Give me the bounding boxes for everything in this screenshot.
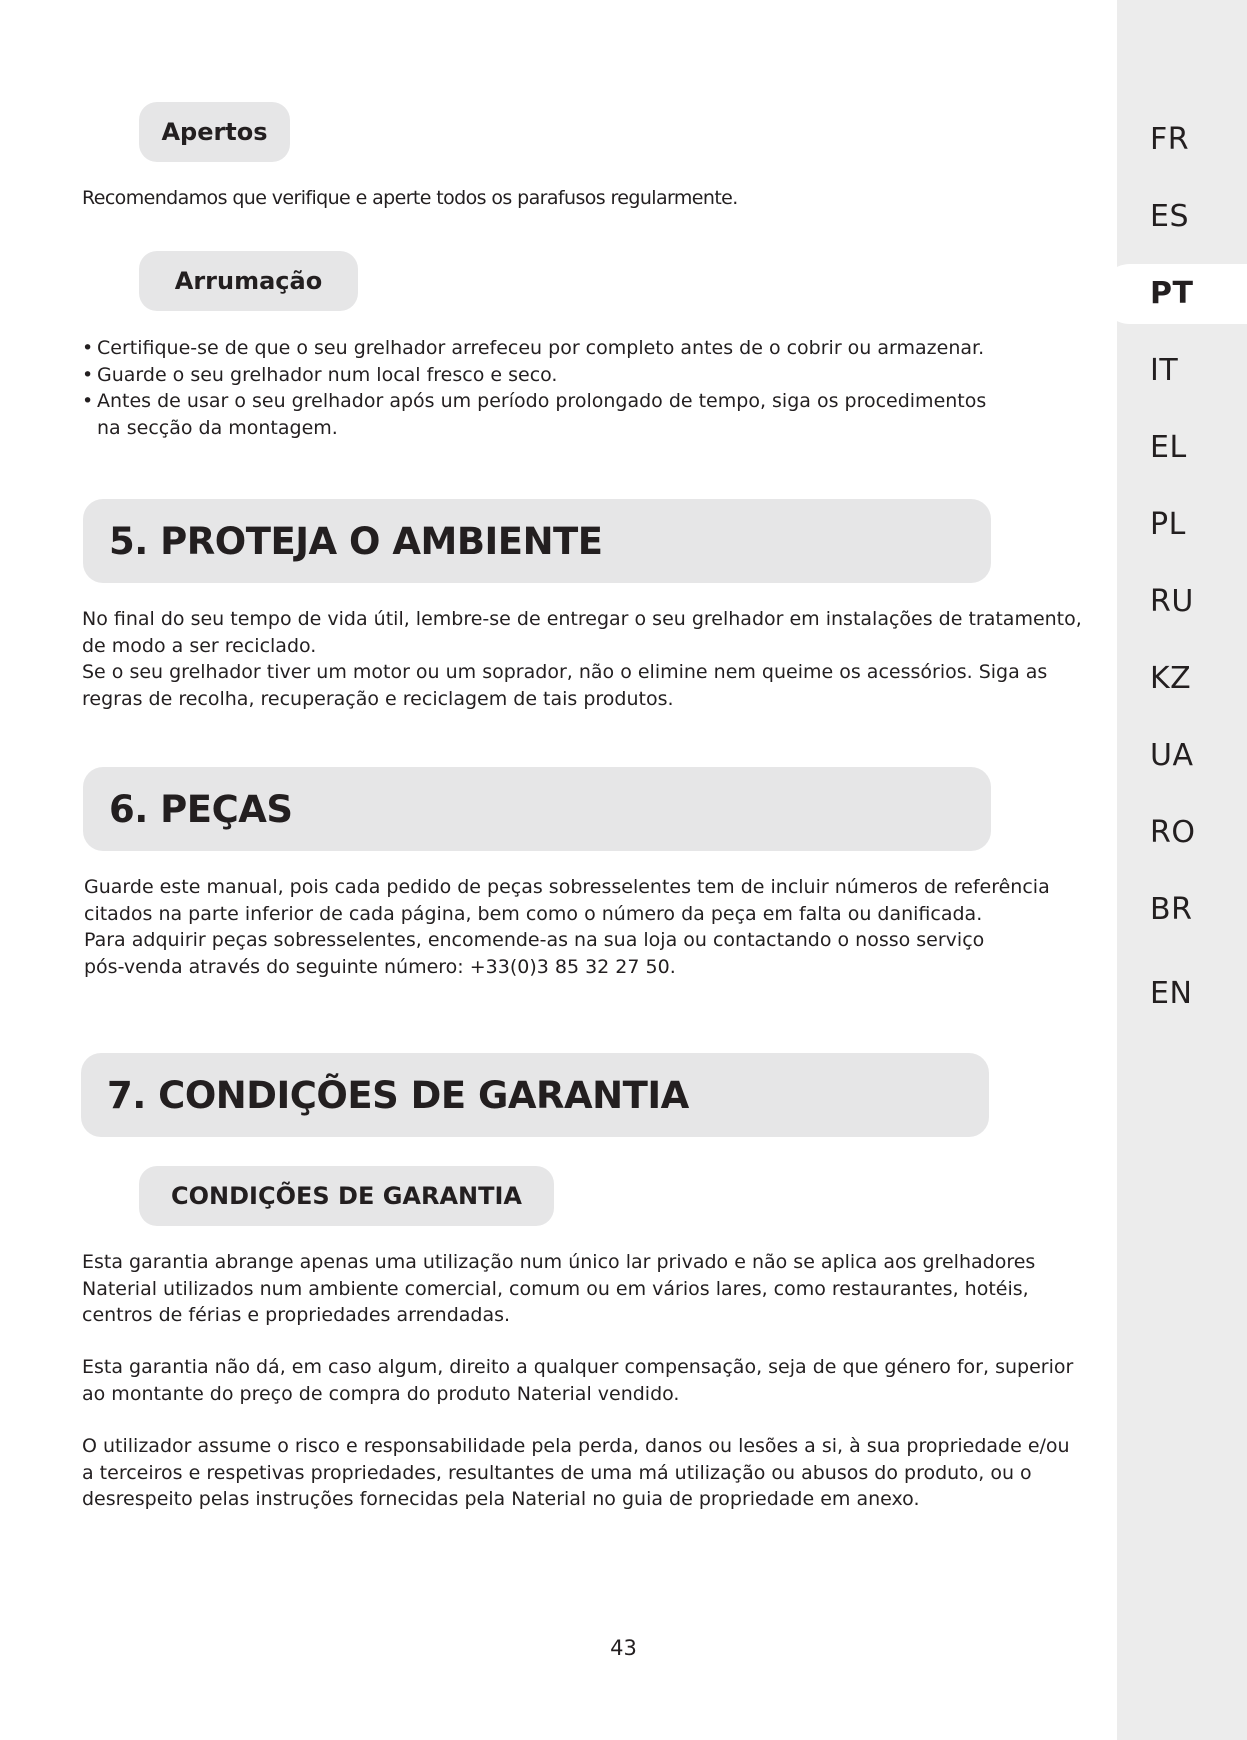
section-5-title: 5. PROTEJA O AMBIENTE: [109, 519, 603, 563]
text-line: No final do seu tempo de vida útil, lembre-se de entregar o seu grelhador em instalações de tratamento,: [82, 608, 1082, 630]
text-line: Naterial utilizados num ambiente comercial, comum ou em vários lares, como restaurantes, hotéis,: [82, 1277, 1029, 1300]
section-6-heading: [83, 767, 991, 851]
section-7-heading: [81, 1053, 989, 1137]
text-line: Se o seu grelhador tiver um motor ou um soprador, não o elimine nem queime os acessórios. Siga as: [82, 661, 1048, 683]
section-7-paragraph-1: [82, 1249, 1082, 1329]
list-item: • Guarde o seu grelhador num local fresco e seco.: [82, 362, 1002, 389]
lang-tab-kz[interactable]: KZ: [1150, 661, 1192, 696]
section-6-title: 6. PEÇAS: [109, 787, 293, 831]
lang-tab-pt[interactable]: PT: [1100, 264, 1247, 324]
lang-tab-en[interactable]: EN: [1150, 976, 1193, 1011]
lang-tab-pl[interactable]: PL: [1150, 507, 1186, 542]
arrumacao-heading-label: Arrumação: [174, 267, 323, 295]
text-line: O utilizador assume o risco e responsabilidade pela perda, danos ou lesões a si, à sua propriedade e/ou: [82, 1435, 1070, 1457]
arrumacao-list: [82, 335, 1002, 441]
section-7-subheading: [139, 1166, 554, 1226]
arrumacao-heading: [139, 251, 358, 311]
section-7-paragraph-2: [82, 1354, 1082, 1407]
text-line: regras de recolha, recuperação e reciclagem de tais produtos.: [82, 687, 674, 710]
text-line: centros de férias e propriedades arrendadas.: [82, 1304, 511, 1326]
apertos-text: Recomendamos que verifique e aperte todos os parafusos regularmente.: [82, 187, 738, 209]
text-line: pós-venda através do seguinte número: +33(0)3 85 32 27 50.: [84, 955, 676, 978]
lang-tab-br[interactable]: BR: [1150, 892, 1193, 927]
lang-tab-fr[interactable]: FR: [1150, 122, 1190, 157]
list-item: • Antes de usar o seu grelhador após um período prolongado de tempo, siga os procedimentos na secção da montagem.: [82, 388, 1007, 441]
section-7-title: 7. CONDIÇÕES DE GARANTIA: [107, 1073, 689, 1117]
list-item: • Certifique-se de que o seu grelhador arrefeceu por completo antes de o cobrir ou armazenar.: [82, 335, 1002, 362]
lang-tab-es[interactable]: ES: [1150, 199, 1189, 234]
text-line: a terceiros e respetivas propriedades, resultantes de uma má utilização ou abusos do produto, ou o: [82, 1461, 1032, 1484]
page-number: 43: [610, 1636, 637, 1660]
text-line: ao montante do preço de compra do produto Naterial vendido.: [82, 1382, 680, 1405]
lang-tab-it[interactable]: IT: [1150, 353, 1179, 388]
text-line: de modo a ser reciclado.: [82, 634, 317, 657]
section-5-heading: [83, 499, 991, 583]
section-7-subheading-label: CONDIÇÕES DE GARANTIA: [171, 1182, 522, 1210]
language-sidebar: [1117, 0, 1247, 1740]
text-line: Para adquirir peças sobresselentes, encomende-as na sua loja ou contactando o nosso serviço: [84, 929, 985, 951]
section-5-body: [82, 606, 1082, 712]
lang-tab-ro[interactable]: RO: [1150, 815, 1196, 850]
section-7-paragraph-3: [82, 1433, 1082, 1513]
text-line: Esta garantia não dá, em caso algum, direito a qualquer compensação, seja de que género for, superior: [82, 1356, 1074, 1378]
text-line: desrespeito pelas instruções fornecidas pela Naterial no guia de propriedade em anexo.: [82, 1488, 920, 1510]
section-6-body: [84, 874, 1084, 980]
text-line: Guarde este manual, pois cada pedido de peças sobresselentes tem de incluir números de referência: [84, 876, 1050, 898]
lang-tab-ru[interactable]: RU: [1150, 584, 1194, 619]
apertos-heading: [139, 102, 290, 162]
apertos-heading-label: Apertos: [161, 118, 268, 146]
text-line: Esta garantia abrange apenas uma utilização num único lar privado e não se aplica aos grelhadores: [82, 1251, 1036, 1273]
lang-tab-el[interactable]: EL: [1150, 430, 1187, 465]
lang-tab-ua[interactable]: UA: [1150, 738, 1194, 773]
text-line: citados na parte inferior de cada página, bem como o número da peça em falta ou danificada.: [84, 902, 983, 925]
